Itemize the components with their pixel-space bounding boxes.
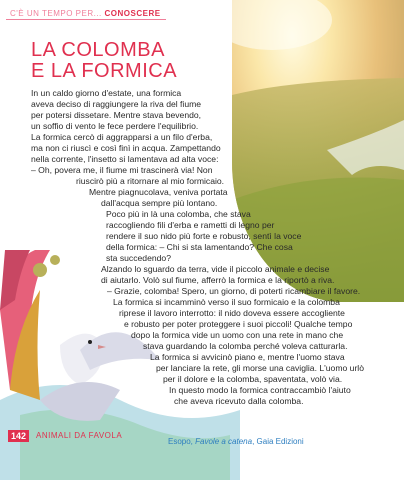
story-line: riuscirò più a ritornare al mio formicaio. [76, 176, 225, 186]
kicker-label: C'È UN TEMPO PER... [10, 9, 102, 18]
story-line: stava guardando la colomba perché voleva catturarla. [143, 341, 348, 351]
story-line: Alzando lo sguardo da terra, vide il piccolo animale e decise [101, 264, 330, 274]
story-source [168, 437, 304, 446]
story-line: raccogliendo fili d'erba e rametti di legno per [106, 220, 275, 230]
story-line: sta succedendo? [106, 253, 171, 263]
story-line: dall'acqua sempre più lontano. [101, 198, 218, 208]
story-line: rendere il suo nido più forte e robusto, sentì la voce [106, 231, 302, 241]
story-line: per il dolore e la colomba, spaventata, volò via. [163, 374, 343, 384]
story-line: La formica cercò di aggrapparsi a un filo d'erba, [31, 132, 213, 142]
story-line: Mentre piagnucolava, veniva portata [89, 187, 228, 197]
story-line: – Oh, povera me, il fiume mi trascinerà via! Non [31, 165, 213, 175]
story-line: aveva deciso di raggiungere la riva del fiume [31, 99, 202, 109]
kicker-topic: CONOSCERE [104, 9, 161, 18]
story-line: per potersi dissetare. Mentre stava bevendo, [31, 110, 202, 120]
story-line: La formica si avvicinò piano e, mentre l'uomo stava [150, 352, 345, 362]
story-line: La formica si incamminò verso il suo formicaio e la colomba [113, 297, 340, 307]
story-line: per lanciare la rete, gli morse una caviglia. L'uomo urlò [156, 363, 364, 373]
story-line: In un caldo giorno d'estate, una formica [31, 88, 182, 98]
section-label: ANIMALI DA FAVOLA [36, 431, 123, 440]
story-line: della formica: – Chi si sta lamentando? Che cosa [106, 242, 293, 252]
page-number: 142 [8, 430, 29, 442]
story-line: e robusto per poter proteggere i suoi piccoli! Qualche tempo [124, 319, 353, 329]
source-author: Esopo, [168, 437, 196, 446]
story-line: – Grazie, colomba! Spero, un giorno, di poterti ricambiare il favore. [107, 286, 361, 296]
title-line-2: E LA FORMICA [31, 60, 178, 82]
story-line: In questo modo la formica contraccambiò l'aiuto [169, 385, 351, 395]
story-line: dopo la formica vide un uomo con una rete in mano che [131, 330, 344, 340]
source-book: Favole a catena [195, 437, 253, 446]
story-line: di aiutarlo. Volò sul fiume, afferrò la formica e la riportò a riva. [101, 275, 335, 285]
story-line: ma non ci riuscì e così finì in acqua. Zampettando [31, 143, 221, 153]
story-line: che aveva ricevuto dalla colomba. [174, 396, 304, 406]
story-line: nella corrente, l'insetto si lamentava ad alta voce: [31, 154, 219, 164]
source-publisher: , Gaia Edizioni [252, 437, 304, 446]
story-line: riprese il lavoro interrotto: il nido doveva essere accogliente [119, 308, 345, 318]
story-line: un soffio di vento le fece perdere l'equilibrio. [31, 121, 199, 131]
title-line-1: LA COLOMBA [31, 39, 165, 61]
story-line: Poco più in là una colomba, che stava [106, 209, 251, 219]
